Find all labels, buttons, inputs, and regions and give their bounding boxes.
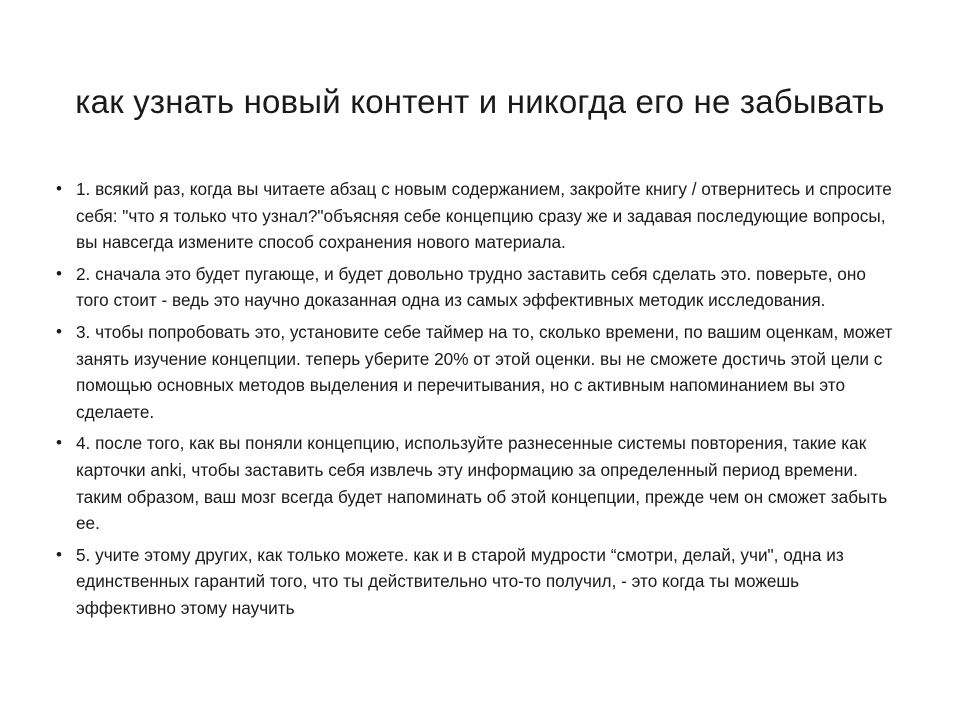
slide-title: как узнать новый контент и никогда его не забывать [75,83,885,120]
bullet-dot-icon: • [56,179,62,198]
bullet-text: 3. чтобы попробовать это, установите себе таймер на то, сколько времени, по вашим оценкам, может занять изучение концепции. теперь уберите 20% от этой оценки. вы не сможете достичь этой цели с помощью основных методов выделения и перечитывания, но с активным напоминанием вы это сделаете. [76,321,893,422]
bullet-text: 5. учите этому других, как только можете. как и в старой мудрости “смотри, делай, учи", одна из единственных гарантий того, что ты действительно что-то получил, - это когда ты можешь эффективно этому научить [76,544,844,618]
bullet-text: 2. сначала это будет пугающе, и будет довольно трудно заставить себя сделать это. поверьте, оно того стоит - ведь это научно доказанная одна из самых эффективных методик исследования. [76,263,866,311]
bullet-item-2 [54,261,900,314]
bullet-text: 4. после того, как вы поняли концепцию, используйте разнесенные системы повторения, такие как карточки anki, чтобы заставить себя извлечь эту информацию за определенный период времени. таким образом, ваш мозг всегда будет напоминать об этой концепции, прежде чем он сможет забыть ее. [76,433,888,534]
bullet-item-3 [54,319,900,425]
bullet-list [54,176,900,627]
bullet-item-5 [54,542,900,622]
bullet-dot-icon: • [56,321,62,341]
bullet-text: 1. всякий раз, когда вы читаете абзац с новым содержанием, закройте книгу / отвернитесь и спросите себя: "что я только что узнал?"объясняя себе концепцию сразу же и задавая последующие вопросы, вы навсегда измените способ сохранения нового материала. [76,179,892,253]
bullet-dot-icon: • [56,544,62,564]
bullet-item-1 [54,176,900,256]
bullet-dot-icon: • [56,433,62,453]
bullet-item-4 [54,430,900,536]
bullet-dot-icon: • [56,263,62,283]
